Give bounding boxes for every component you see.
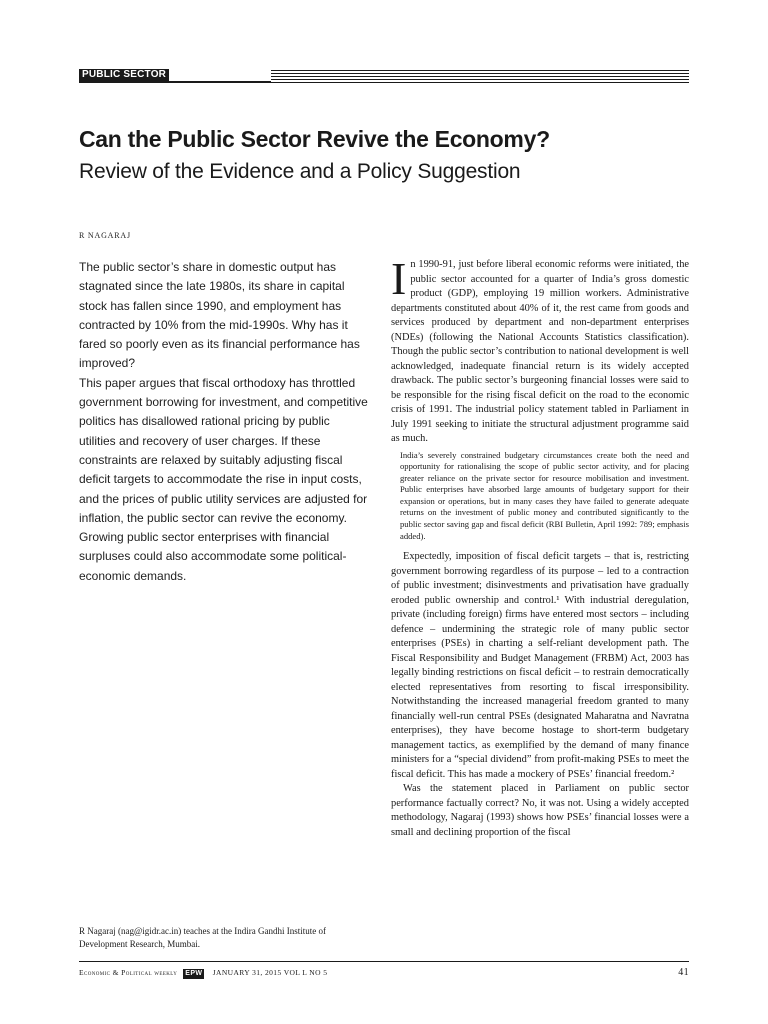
body-paragraph-2: Expectedly, imposition of fiscal deficit targets – that is, restricting government borrowing regardless of its purpose – led to a contraction of public investment; disinvestments and privatisation have gradually eroded public ownership and control.¹ With industrial deregulation, private (including foreign) firms have entered most sectors – including defence – undermining the strategic role of many public sector enterprises (PSEs) in charting a self-reliant development path. The Fiscal Responsibility and Budget Management (FRBM) Act, 2003 has legally binding restrictions on fiscal deficit – to restrain democratically elected representatives from resorting to fiscal irresponsibility. Notwithstanding the increased managerial freedom granted to many financially well-run central PSEs (designated Maharatna and Navratna enterprises), they have become hostage to short-term budgetary management tactics, as exemplified by the demand of many finance ministers for a “special dividend” from profit-making PSEs to meet the fiscal deficit. This has made a mockery of PSEs’ financial freedom.² (391, 551, 689, 780)
section-rule-lines (271, 70, 689, 83)
section-rule (79, 81, 271, 83)
abstract-paragraph-2: This paper argues that fiscal orthodoxy has throttled government borrowing for investment, and competitive politics has disallowed rational pricing by public utilities and recovery of user charges. If these constraints are relaxed by suitably adjusting fiscal deficit targets to accommodate the rise in input costs, and the prices of public utility services are adjusted for inflation, the public sector can revive the economy. Growing public sector enterprises with financial surpluses could also accommodate some political-economic demands. (79, 375, 368, 583)
page-footer (79, 967, 689, 981)
body-paragraph-3: Was the statement placed in Parliament on public sector performance factually correct? No, it was not. Using a widely accepted methodology, Nagaraj (1993) shows how PSEs’ financial losses were a small and declining proportion of the fiscal (391, 783, 689, 838)
body-paragraph-1 (391, 253, 689, 447)
issue-info: JANUARY 31, 2015 VOL L NO 5 (212, 968, 328, 977)
footer-rule (79, 961, 689, 962)
author-byline: R NAGARAJ (79, 231, 131, 240)
body-paragraph-1-text: n 1990-91, just before liberal economic reforms were initiated, the public sector accounted for a quarter of India’s gross domestic product (GDP), employing 19 million workers. Administrative departments constituted about 40% of it, the rest came from goods and services produced by department and non-department enterprises (NDEs) (following the National Accounts Statistics classification). Though the public sector’s contribution to national development is well acknowledged, inadequate financial return is its widely accepted drawback. The public sector’s burgeoning financial losses were said to be responsible for the rising fiscal deficit on the road to the economic crisis of 1991. The industrial policy statement tabled in Parliament in July 1991 seeking to initiate the structural adjustment programme said as much. (391, 259, 689, 444)
article-body (391, 253, 689, 840)
page-number: 41 (678, 967, 689, 978)
drop-cap: I (391, 253, 407, 304)
journal-name: Economic & Political weekly (79, 968, 178, 977)
abstract-paragraph-1: The public sector’s share in domestic output has stagnated since the late 1980s, its share in capital stock has fallen since 1990, and employment has contracted by 10% from the mid-1990s. Why has it fared so poorly even as its financial performance has improved? (79, 260, 360, 371)
article-subtitle: Review of the Evidence and a Policy Suggestion (79, 160, 521, 183)
block-quote: India’s severely constrained budgetary circumstances create both the need and opportunity for rationalising the scope of public sector activity, and for placing greater reliance on the private sector for resource mobilisation and investment. Public enterprises have absorbed large amounts of budgetary support for their expansion or operations, but in many cases they have failed to generate adequate returns on the investment of public money and contributed significantly to the public sector saving gap and fiscal deficit (RBI Bulletin, April 1992: 789; emphasis added). (400, 449, 689, 541)
abstract (79, 258, 369, 586)
article-title: Can the Public Sector Revive the Economy? (79, 126, 550, 152)
section-tag: PUBLIC SECTOR (79, 69, 169, 81)
author-footnote: R Nagaraj (nag@igidr.ac.in) teaches at the Indira Gandhi Institute of Development Research, Mumbai. (79, 926, 326, 949)
epw-logo: EPW (185, 970, 203, 977)
